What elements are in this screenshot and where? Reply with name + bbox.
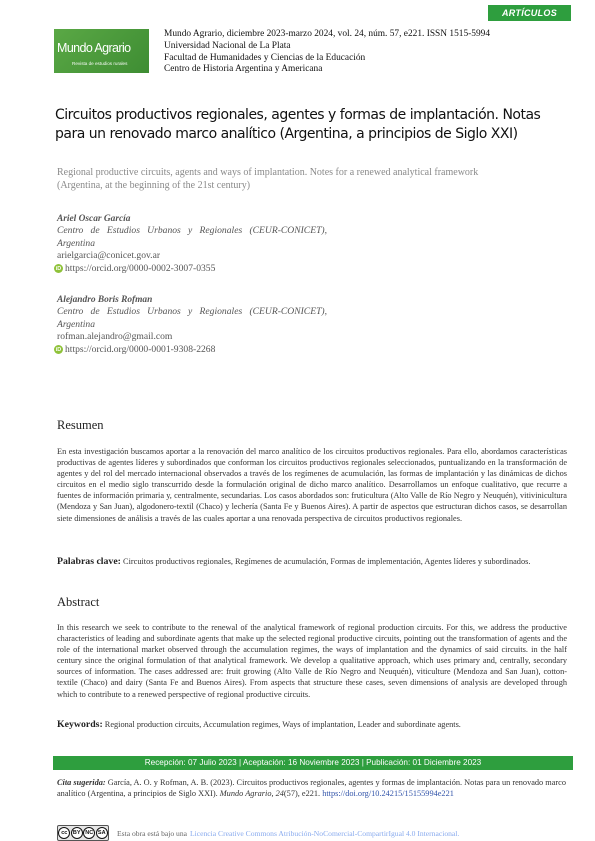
- author-name: Alejandro Boris Rofman: [57, 295, 153, 305]
- keywords-list: Circuitos productivos regionales, Regímenes de acumulación, Formas de implementación, Agentes líderes y subordinados.: [123, 557, 531, 566]
- license-line: [57, 825, 459, 841]
- orcid-link[interactable]: https://orcid.org/0000-0001-9308-2268: [65, 343, 216, 355]
- suggested-citation: [57, 777, 567, 799]
- author-orcid[interactable]: [54, 344, 327, 356]
- author-orcid[interactable]: [54, 263, 327, 275]
- author-email[interactable]: rofman.alejandro@gmail.com: [57, 331, 173, 343]
- nc-icon: NC: [83, 827, 95, 839]
- citation-text: García, A. O. y Rofman, A. B. (2023). Circuitos productivos regionales, agentes y formas de implantación. Notas para un renovado marco analítico (Argentina, a principios de Siglo XXI).: [57, 778, 567, 799]
- journal-logo: [54, 29, 149, 73]
- abstract-text: [57, 622, 567, 700]
- sa-icon: SA: [96, 827, 108, 839]
- journal-line: Centro de Historia Argentina y Americana: [164, 64, 323, 75]
- abstract-heading: Abstract: [57, 595, 100, 609]
- by-icon: BY: [71, 827, 83, 839]
- citation-journal: Mundo Agrario, 24: [219, 789, 284, 799]
- resumen-keywords: [57, 556, 567, 567]
- article-title: Circuitos productivos regionales, agentes y formas de implantación. Notas para un renovado marco analítico (Argentina, a principios de Siglo XXI): [55, 107, 541, 142]
- license-prefix: Esta obra está bajo una: [117, 828, 188, 838]
- cc-icon: cc: [58, 827, 70, 839]
- author-affiliation: Centro de Estudios Urbanos y Regionales (CEUR-CONICET), Argentina: [57, 306, 327, 330]
- logo-tagline: Revista de estudios rurales: [72, 61, 128, 66]
- section-badge: ARTÍCULOS: [488, 5, 571, 21]
- cc-license-badge[interactable]: [57, 825, 109, 841]
- dates-bar: Recepción: 07 Julio 2023 | Aceptación: 16 Noviembre 2023 | Publicación: 01 Diciembre 2023: [53, 756, 573, 770]
- author-affiliation: Centro de Estudios Urbanos y Regionales (CEUR-CONICET), Argentina: [57, 225, 327, 249]
- author-block: [57, 294, 327, 356]
- author-email[interactable]: arielgarcia@conicet.gov.ar: [57, 250, 161, 262]
- abstract-body: In this research we seek to contribute to the renewal of the analytical framework of regional production circuits. For this, we address the productive characteristics of leading and subordinate agents that make up the selected regional productive circuits, pointing out the transformation of agents and the role of the international market observed through the accumulation regimes, the ways of implantation and the dynamics of said circuits. in the half century since the original formulation of that analytical framework. We develop a qualitative approach, which uses primary and, centrally, secondary sources of information. The cases addressed are: fruit growing (Alto Valle de Río Negro and Neuquén), viticulture (Mendoza and San Juan), cotton-textile (Chaco) and dairy (Santa Fe and Buenos Aires). From aspects that structure these cases, seven dimensions of analysis are developed through which to contribute to a renewed perspective of regional productive circuits.: [57, 623, 567, 699]
- citation-issue: (57), e221.: [283, 789, 321, 799]
- author-block: [57, 213, 327, 275]
- orcid-link[interactable]: https://orcid.org/0000-0002-3007-0355: [65, 262, 216, 274]
- article-subtitle: Regional productive circuits, agents and ways of implantation. Notes for a renewed analytical framework (Argentina, at the beginning of the 21st century): [57, 167, 479, 191]
- resumen-body: En esta investigación buscamos aportar a la renovación del marco analítico de los circuitos productivos regionales. Para ello, abordamos características productivas de agentes líderes y subordinados que conforman los circuitos productivos regionales seleccionados, puntualizando en la transformación de agentes y del rol del mercado internacional observados a través de los regímenes de acumulación, las formas de implantación y las dinámicas de dichos circuitos en el medio siglo transcurrido desde la formulación original de dicho marco analítico. Desarrollamos un enfoque cualitativo, que recurre a fuentes de información primaria y, centralmente, secundarias. Los casos abordados son: fruticultura (Alto Valle de Río Negro y Neuquén), vitivinicultura (Mendoza y San Juan), algodonero-textil (Chaco) y lechería (Santa Fe y Buenos Aires). A partir de aspectos que estructuran dichos casos, se desarrollan siete dimensiones de análisis a través de las cuales aportar a una renovada perspectiva de circuitos productivos regionales.: [57, 447, 567, 523]
- citation-label: Cita sugerida:: [57, 778, 106, 787]
- journal-info: [164, 29, 564, 76]
- abstract-keywords: [57, 719, 567, 730]
- journal-line: Mundo Agrario, diciembre 2023-marzo 2024, vol. 24, núm. 57, e221. ISSN 1515-5994: [164, 29, 491, 39]
- orcid-icon: iD: [55, 265, 62, 272]
- keywords-label: Keywords:: [57, 719, 103, 730]
- keywords-list: Regional production circuits, Accumulation regimes, Ways of implantation, Leader and subordinate agents.: [104, 720, 461, 729]
- resumen-heading: Resumen: [57, 418, 104, 432]
- journal-line: Universidad Nacional de La Plata: [164, 40, 291, 51]
- journal-line: Facultad de Humanidades y Ciencias de la Educación: [164, 52, 366, 63]
- author-name: Ariel Oscar García: [57, 214, 131, 224]
- orcid-icon: iD: [55, 346, 62, 353]
- keywords-label: Palabras clave:: [57, 556, 121, 567]
- logo-name: Mundo Agrario: [57, 41, 131, 55]
- license-link[interactable]: Licencia Creative Commons Atribución-NoComercial-CompartirIgual 4.0 Internacional.: [190, 828, 460, 838]
- resumen-text: [57, 446, 567, 524]
- citation-doi-link[interactable]: https://doi.org/10.24215/15155994e221: [322, 789, 454, 799]
